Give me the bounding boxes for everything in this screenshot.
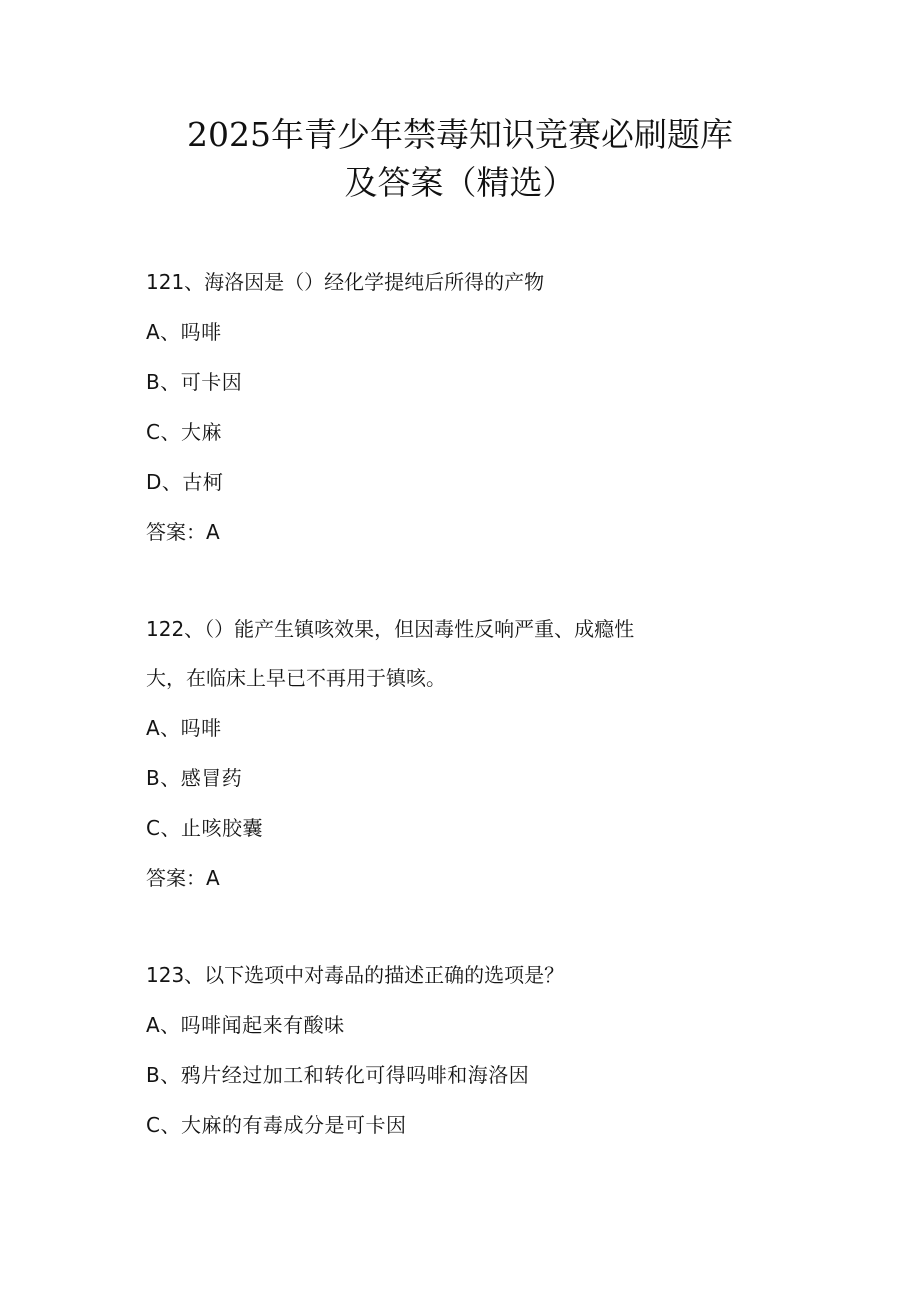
question-121-option-c: C、大麻 — [146, 420, 222, 444]
question-123-option-b: B、鸦片经过加工和转化可得吗啡和海洛因 — [146, 1063, 530, 1087]
question-122-answer: 答案：A — [146, 866, 220, 890]
question-121-answer: 答案：A — [146, 520, 220, 544]
question-122-option-b: B、感冒药 — [146, 766, 243, 790]
document-title-line-2: 及答案（精选） — [344, 163, 576, 202]
question-121-option-b: B、可卡因 — [146, 370, 243, 394]
question-121-option-d: D、古柯 — [146, 470, 224, 494]
document-title-line-1: 2025年青少年禁毒知识竞赛必刷题库 — [187, 115, 733, 154]
question-123-option-a: A、吗啡闻起来有酸味 — [146, 1013, 345, 1037]
question-122-option-c: C、止咳胶囊 — [146, 816, 263, 840]
question-122-stem-line-2: 大，在临床上早已不再用于镇咳。 — [146, 666, 446, 690]
question-123-option-c: C、大麻的有毒成分是可卡因 — [146, 1113, 407, 1137]
question-121-option-a: A、吗啡 — [146, 320, 222, 344]
question-122-option-a: A、吗啡 — [146, 716, 222, 740]
question-121-stem: 121、海洛因是（）经化学提纯后所得的产物 — [146, 270, 545, 294]
question-123-stem: 123、以下选项中对毒品的描述正确的选项是？ — [146, 963, 565, 987]
question-122-stem-line-1: 122、（）能产生镇咳效果，但因毒性反响严重、成瘾性 — [146, 617, 635, 641]
